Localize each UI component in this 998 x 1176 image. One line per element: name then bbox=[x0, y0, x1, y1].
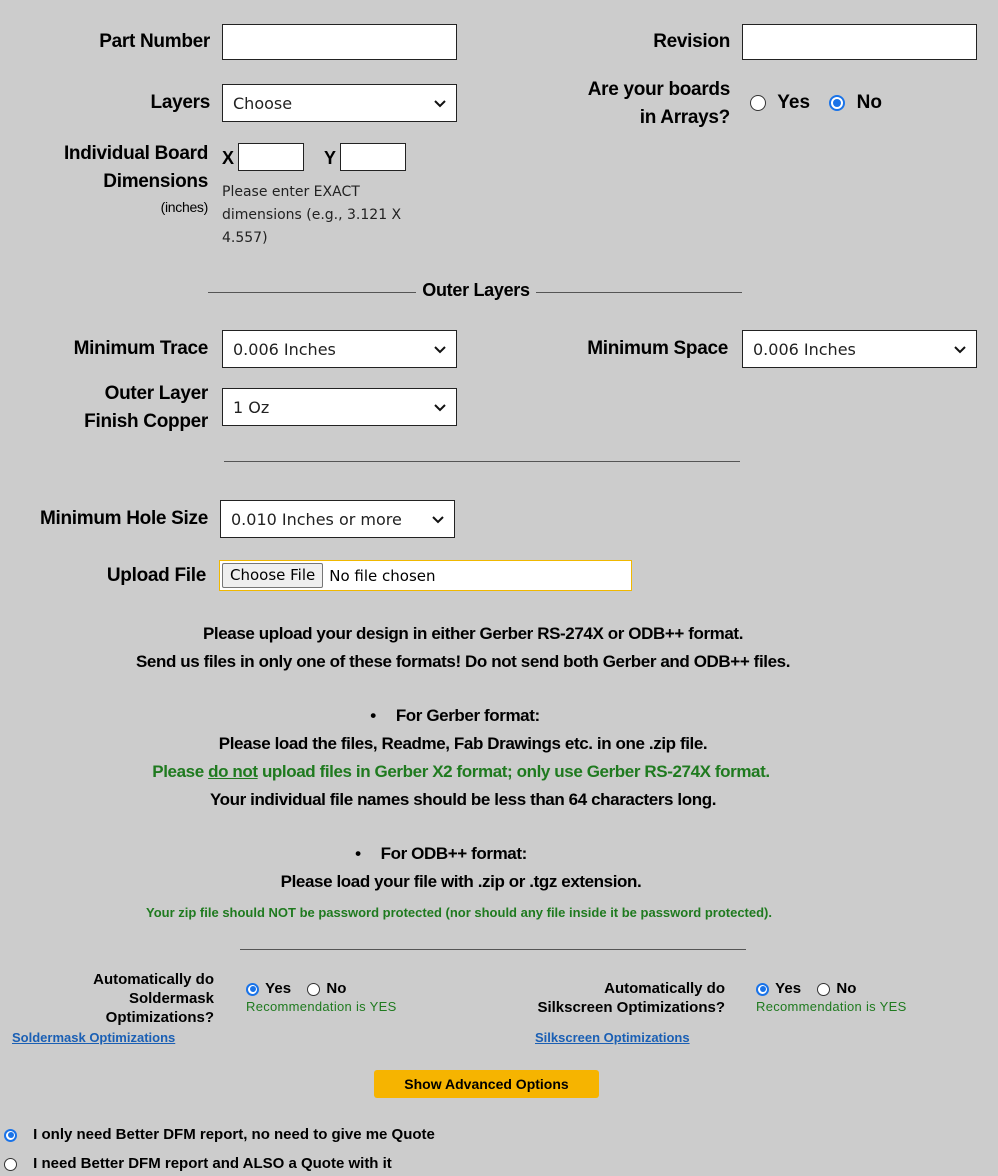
chevron-down-icon bbox=[954, 343, 966, 355]
soldermask-label-line1: Automatically do bbox=[93, 971, 214, 988]
silkscreen-no-label: No bbox=[836, 980, 857, 997]
odb-heading bbox=[0, 844, 940, 864]
dimensions-unit: (inches) bbox=[160, 199, 208, 215]
report-option-2[interactable] bbox=[4, 1155, 392, 1172]
min-space-select[interactable] bbox=[742, 330, 977, 368]
outer-layers-heading: Outer Layers bbox=[422, 280, 530, 300]
dimensions-hint-line3: 4.557) bbox=[222, 230, 268, 246]
outer-copper-label-line2: Finish Copper bbox=[84, 411, 208, 432]
gerber-warning-post: upload files in Gerber X2 format; only use Gerber RS-274X format. bbox=[257, 762, 770, 781]
min-hole-select-value: 0.010 Inches or more bbox=[231, 509, 402, 529]
upload-label: Upload File bbox=[106, 565, 206, 586]
gerber-heading-text: For Gerber format: bbox=[395, 706, 540, 725]
min-hole-select[interactable] bbox=[220, 500, 455, 538]
bullet-icon: • bbox=[370, 706, 376, 725]
chevron-down-icon bbox=[434, 343, 446, 355]
layers-select[interactable] bbox=[222, 84, 457, 122]
dimensions-label-line1: Individual Board bbox=[63, 143, 208, 164]
silkscreen-label bbox=[480, 979, 725, 1017]
report-option-1-label: I only need Better DFM report, no need to give me Quote bbox=[33, 1126, 435, 1143]
report-option-1[interactable] bbox=[4, 1126, 435, 1143]
arrays-label-line2: in Arrays? bbox=[639, 107, 730, 128]
dimensions-x-label: X bbox=[222, 148, 235, 168]
soldermask-label bbox=[20, 970, 214, 1027]
section-divider bbox=[224, 461, 740, 462]
layers-select-value: Choose bbox=[233, 93, 293, 113]
arrays-yes-label: Yes bbox=[777, 92, 811, 113]
soldermask-no-label: No bbox=[326, 980, 347, 997]
silkscreen-label-line2: Silkscreen Optimizations? bbox=[537, 999, 725, 1016]
odb-line1: Please load your file with .zip or .tgz extension. bbox=[280, 872, 642, 891]
soldermask-yes-label: Yes bbox=[265, 980, 292, 997]
zip-note: Your zip file should NOT be password protected (nor should any file inside it be password protected). bbox=[146, 905, 772, 920]
soldermask-radio-group bbox=[246, 980, 346, 997]
soldermask-label-line2: Soldermask bbox=[128, 990, 214, 1007]
soldermask-label-line3: Optimizations? bbox=[105, 1009, 214, 1026]
silkscreen-link[interactable]: Silkscreen Optimizations bbox=[535, 1030, 690, 1045]
min-trace-select-value: 0.006 Inches bbox=[233, 339, 336, 359]
outer-layers-divider-left bbox=[208, 292, 416, 293]
chevron-down-icon bbox=[434, 401, 446, 413]
soldermask-no-radio[interactable] bbox=[307, 983, 320, 996]
arrays-radio-group bbox=[750, 92, 882, 114]
outer-layers-divider-right bbox=[536, 292, 742, 293]
choose-file-button[interactable]: Choose File bbox=[222, 563, 323, 588]
part-number-label: Part Number bbox=[99, 31, 210, 52]
chevron-down-icon bbox=[434, 97, 446, 109]
outer-copper-label bbox=[40, 380, 208, 436]
arrays-no-label: No bbox=[856, 92, 882, 113]
silkscreen-no-radio[interactable] bbox=[817, 983, 830, 996]
soldermask-yes-radio[interactable] bbox=[246, 983, 259, 996]
part-number-input[interactable] bbox=[222, 24, 457, 60]
report-option-2-label: I need Better DFM report and ALSO a Quote with it bbox=[33, 1155, 392, 1172]
dimensions-y-input[interactable] bbox=[340, 143, 406, 171]
gerber-warning-pre: Please bbox=[152, 762, 209, 781]
revision-input[interactable] bbox=[742, 24, 977, 60]
outer-copper-select-value: 1 Oz bbox=[233, 397, 270, 417]
gerber-warning bbox=[0, 762, 960, 782]
min-trace-select[interactable] bbox=[222, 330, 457, 368]
layers-label: Layers bbox=[150, 92, 210, 113]
dimensions-label bbox=[40, 140, 208, 218]
soldermask-recommendation: Recommendation is YES bbox=[246, 999, 397, 1014]
dimensions-x-input[interactable] bbox=[238, 143, 304, 171]
outer-copper-label-line1: Outer Layer bbox=[104, 383, 208, 404]
dimensions-label-line2: Dimensions bbox=[103, 171, 208, 192]
gerber-line1: Please load the files, Readme, Fab Drawings etc. in one .zip file. bbox=[218, 734, 708, 753]
instructions-line1: Please upload your design in either Gerber RS-274X or ODB++ format. bbox=[202, 624, 744, 643]
options-divider bbox=[240, 949, 746, 950]
dimensions-hint-line1: Please enter EXACT bbox=[222, 184, 360, 200]
odb-heading-text: For ODB++ format: bbox=[380, 844, 527, 863]
show-advanced-options-button[interactable]: Show Advanced Options bbox=[374, 1070, 599, 1098]
min-hole-label: Minimum Hole Size bbox=[39, 508, 208, 529]
arrays-label-line1: Are your boards bbox=[587, 79, 730, 100]
silkscreen-recommendation: Recommendation is YES bbox=[756, 999, 907, 1014]
arrays-yes-radio[interactable] bbox=[750, 95, 766, 111]
instructions-line2: Send us files in only one of these formats! Do not send both Gerber and ODB++ files. bbox=[135, 652, 791, 671]
gerber-line3: Your individual file names should be less than 64 characters long. bbox=[209, 790, 717, 809]
gerber-heading bbox=[0, 706, 954, 726]
arrays-no-radio[interactable] bbox=[829, 95, 845, 111]
min-space-label: Minimum Space bbox=[587, 338, 728, 359]
bullet-icon: • bbox=[355, 844, 361, 863]
silkscreen-yes-radio[interactable] bbox=[756, 983, 769, 996]
dimensions-hint bbox=[222, 181, 432, 250]
soldermask-link[interactable]: Soldermask Optimizations bbox=[12, 1030, 176, 1045]
revision-label: Revision bbox=[653, 31, 730, 52]
gerber-warning-emphasis: do not bbox=[208, 762, 258, 781]
min-space-select-value: 0.006 Inches bbox=[753, 339, 856, 359]
min-trace-label: Minimum Trace bbox=[73, 338, 208, 359]
chevron-down-icon bbox=[432, 513, 444, 525]
outer-copper-select[interactable] bbox=[222, 388, 457, 426]
upload-file-input[interactable] bbox=[219, 560, 632, 591]
silkscreen-label-line1: Automatically do bbox=[604, 980, 725, 997]
silkscreen-yes-label: Yes bbox=[775, 980, 802, 997]
dimensions-y-label: Y bbox=[324, 148, 337, 168]
arrays-label bbox=[560, 76, 730, 132]
silkscreen-radio-group bbox=[756, 980, 856, 997]
report-option-2-radio[interactable] bbox=[4, 1158, 17, 1171]
upload-status: No file chosen bbox=[329, 566, 436, 585]
report-option-1-radio[interactable] bbox=[4, 1129, 17, 1142]
dimensions-hint-line2: dimensions (e.g., 3.121 X bbox=[222, 207, 402, 223]
